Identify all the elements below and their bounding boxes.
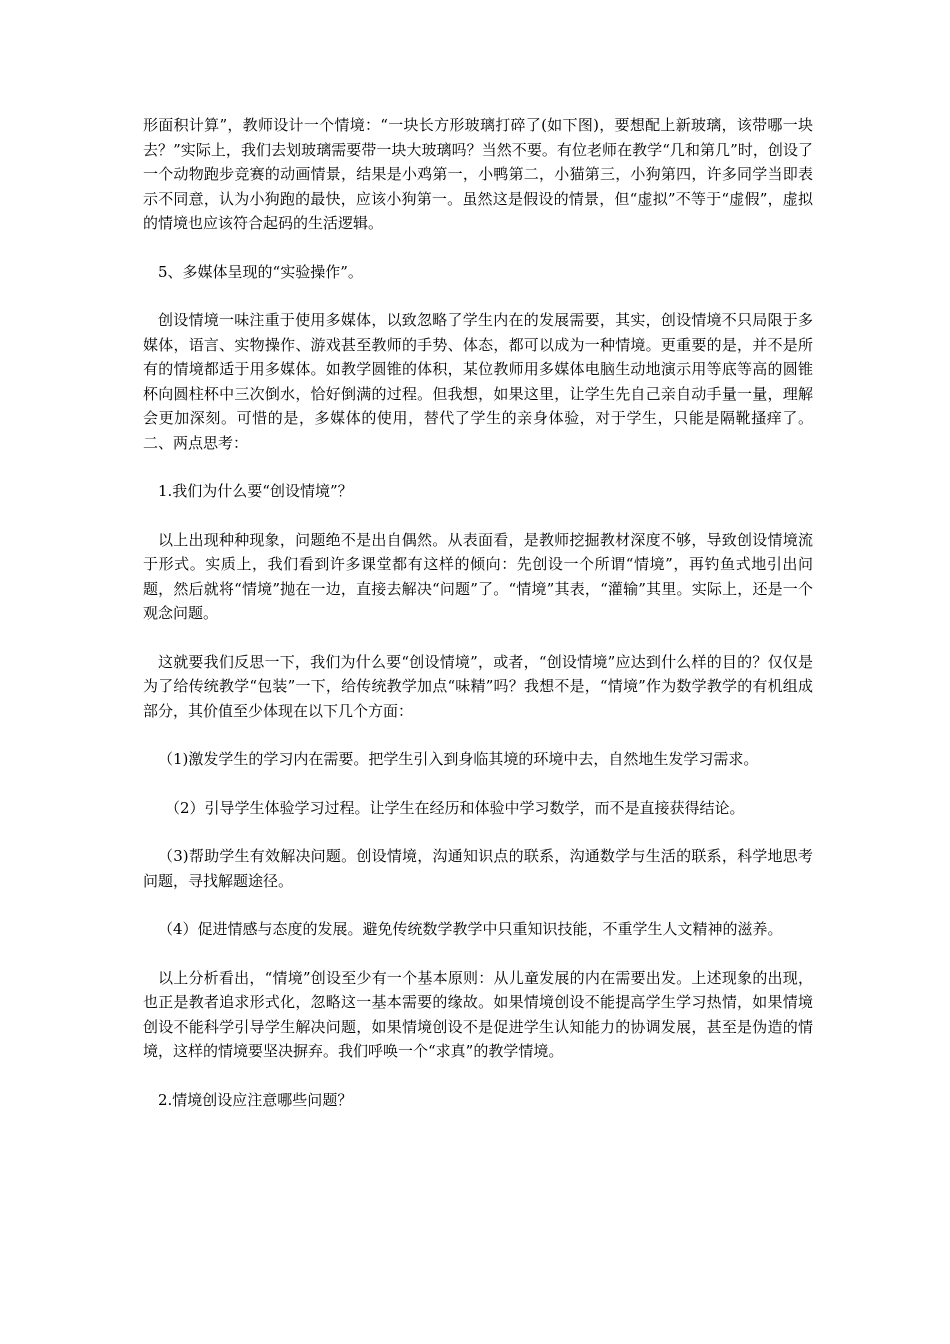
paragraph-principle: 以上分析看出，“情境”创设至少有一个基本原则：从儿童发展的内在需要出发。上述现象的出现，也正是教者追求形式化，忽略这一基本需要的缘故。如果情境创设不能提高学生学习热情，如果情境创设不能科学引导学生解决问题，如果情境创设不是促进学生认知能力的协调发展，甚至是伪造的情境，这样的情境要坚决摒弃。我们呼唤一个“求真”的教学情境。 — [143, 968, 813, 1060]
paragraph-heading-why: 1.我们为什么要“创设情境”？ — [158, 482, 353, 500]
paragraph-multimedia: 创设情境一味注重于使用多媒体，以致忽略了学生内在的发展需要，其实，创设情境不只局限于多媒体，语言、实物操作、游戏甚至教师的手势、体态，都可以成为一种情境。更重要的是，并不是所有的情境都适于用多媒体。如教学圆锥的体积，某位教师用多媒体电脑生动地演示用等底等高的圆锥杯向圆柱杯中三次倒水，恰好倒满的过程。但我想，如果这里，让学生先自己亲自动手量一量，理解会更加深刻。可惜的是，多媒体的使用，替代了学生的亲身体验，对于学生，只能是隔靴搔痒了。二、两点思考： — [143, 311, 813, 452]
paragraph-point-3: （3)帮助学生有效解决问题。创设情境，沟通知识点的联系，沟通数学与生活的联系，科学地思考问题，寻找解题途径。 — [143, 847, 813, 890]
paragraph-point-1: （1)激发学生的学习内在需要。把学生引入到身临其境的环境中去，自然地生发学习需求。 — [158, 750, 759, 768]
paragraph-point-4: （4）促进情感与态度的发展。避免传统数学教学中只重知识技能，不重学生人文精神的滋养。 — [158, 920, 783, 938]
paragraph-point-2: （2）引导学生体验学习过程。让学生在经历和体验中学习数学，而不是直接获得结论。 — [165, 798, 745, 817]
paragraph-phenomena: 以上出现种种现象，问题绝不是出自偶然。从表面看，是教师挖掘教材深度不够，导致创设情境流于形式。实质上，我们看到许多课堂都有这样的倾向：先创设一个所谓“情境”，再钓鱼式地引出问题，然后就将“情境”抛在一边，直接去解决“问题”了。“情境”其表，“灌输”其里。实际上，还是一个观念问题。 — [143, 530, 813, 622]
document-body — [143, 113, 813, 1136]
paragraph-heading-multimedia: 5、多媒体呈现的“实验操作”。 — [158, 262, 363, 281]
paragraph-glass-example: 形面积计算”，教师设计一个情境：“一块长方形玻璃打碎了(如下图)，要想配上新玻璃，该带哪一块去？”实际上，我们去划玻璃需要带一块大玻璃吗？当然不要。有位老师在教学“几和第几”时，创设了一个动物跑步竞赛的动画情景，结果是小鸡第一，小鸭第二，小猫第三，小狗第四，许多同学当即表示不同意，认为小狗跑的最快，应该小狗第一。虽然这是假设的情景，但“虚拟”不等于“虚假”，虚拟的情境也应该符合起码的生活逻辑。 — [143, 116, 813, 232]
paragraph-heading-attention: 2.情境创设应注意哪些问题？ — [158, 1090, 353, 1109]
paragraph-reflection: 这就要我们反思一下，我们为什么要“创设情境”，或者，“创设情境”应达到什么样的目的？仅仅是为了给传统教学“包装”一下，给传统教学加点“味精”吗？我想不是，“情境”作为数学教学的有机组成部分，其价值至少体现在以下几个方面： — [143, 652, 813, 720]
